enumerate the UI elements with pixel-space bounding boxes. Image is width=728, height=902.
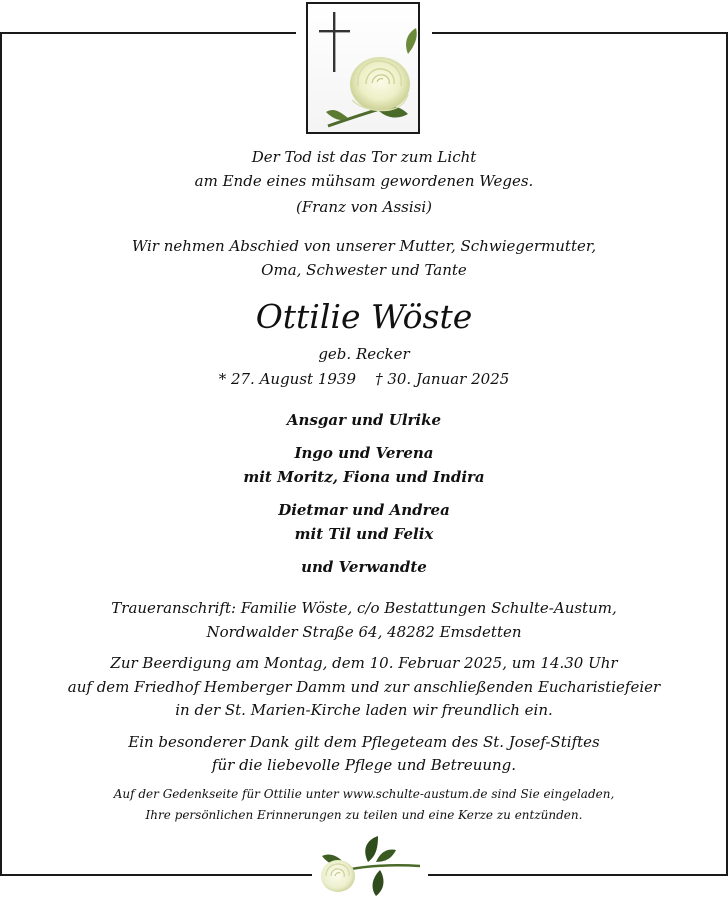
frame-bottom-left-line: [0, 874, 312, 876]
memorial-line-1: Auf der Gedenkseite für Ottilie unter www.schulte-austum.de sind Sie eingeladen,: [113, 787, 615, 801]
funeral-line-1: Zur Beerdigung am Montag, dem 10. Februar 2025, um 14.30 Uhr: [110, 654, 618, 672]
deceased-name: Ottilie Wöste: [255, 297, 473, 336]
thanks-line-1: Ein besonderer Dank gilt dem Pflegeteam des St. Josef-Stiftes: [128, 733, 600, 751]
frame-top-left-line: [0, 32, 296, 34]
frame-top-right-line: [432, 32, 728, 34]
intro-line-1: Wir nehmen Abschied von unserer Mutter, Schwiegermutter,: [131, 237, 597, 255]
address-line-2: Nordwalder Straße 64, 48282 Emsdetten: [206, 623, 522, 641]
frame-bottom-right-line: [428, 874, 728, 876]
family-group-3-line-2: mit Til und Felix: [294, 525, 434, 543]
cross-and-white-rose-icon: [306, 2, 420, 134]
address-line-1: Traueranschrift: Familie Wöste, c/o Bestattungen Schulte-Austum,: [111, 599, 617, 617]
family-group-1: Ansgar und Ulrike: [286, 411, 442, 429]
family-group-4: und Verwandte: [301, 558, 427, 576]
family-group-2-line-1: Ingo und Verena: [294, 444, 434, 462]
birth-name: geb. Recker: [318, 345, 410, 363]
funeral-line-3: in der St. Marien-Kirche laden wir freundlich ein.: [175, 701, 553, 719]
intro-line-2: Oma, Schwester und Tante: [261, 261, 467, 279]
thanks-line-2: für die liebevolle Pflege und Betreuung.: [211, 756, 517, 774]
funeral-line-2: auf dem Friedhof Hemberger Damm und zur anschließenden Eucharistiefeier: [67, 678, 661, 696]
life-dates: * 27. August 1939 † 30. Januar 2025: [218, 370, 510, 388]
white-rose-icon: [316, 826, 428, 898]
motto-line-1: Der Tod ist das Tor zum Licht: [251, 148, 477, 166]
family-group-2-line-2: mit Moritz, Fiona und Indira: [243, 468, 485, 486]
motto-line-2: am Ende eines mühsam gewordenen Weges.: [194, 172, 534, 190]
motto-author: (Franz von Assisi): [295, 198, 432, 216]
memorial-line-2: Ihre persönlichen Erinnerungen zu teilen und eine Kerze zu entzünden.: [145, 808, 583, 822]
family-group-3-line-1: Dietmar und Andrea: [278, 501, 450, 519]
